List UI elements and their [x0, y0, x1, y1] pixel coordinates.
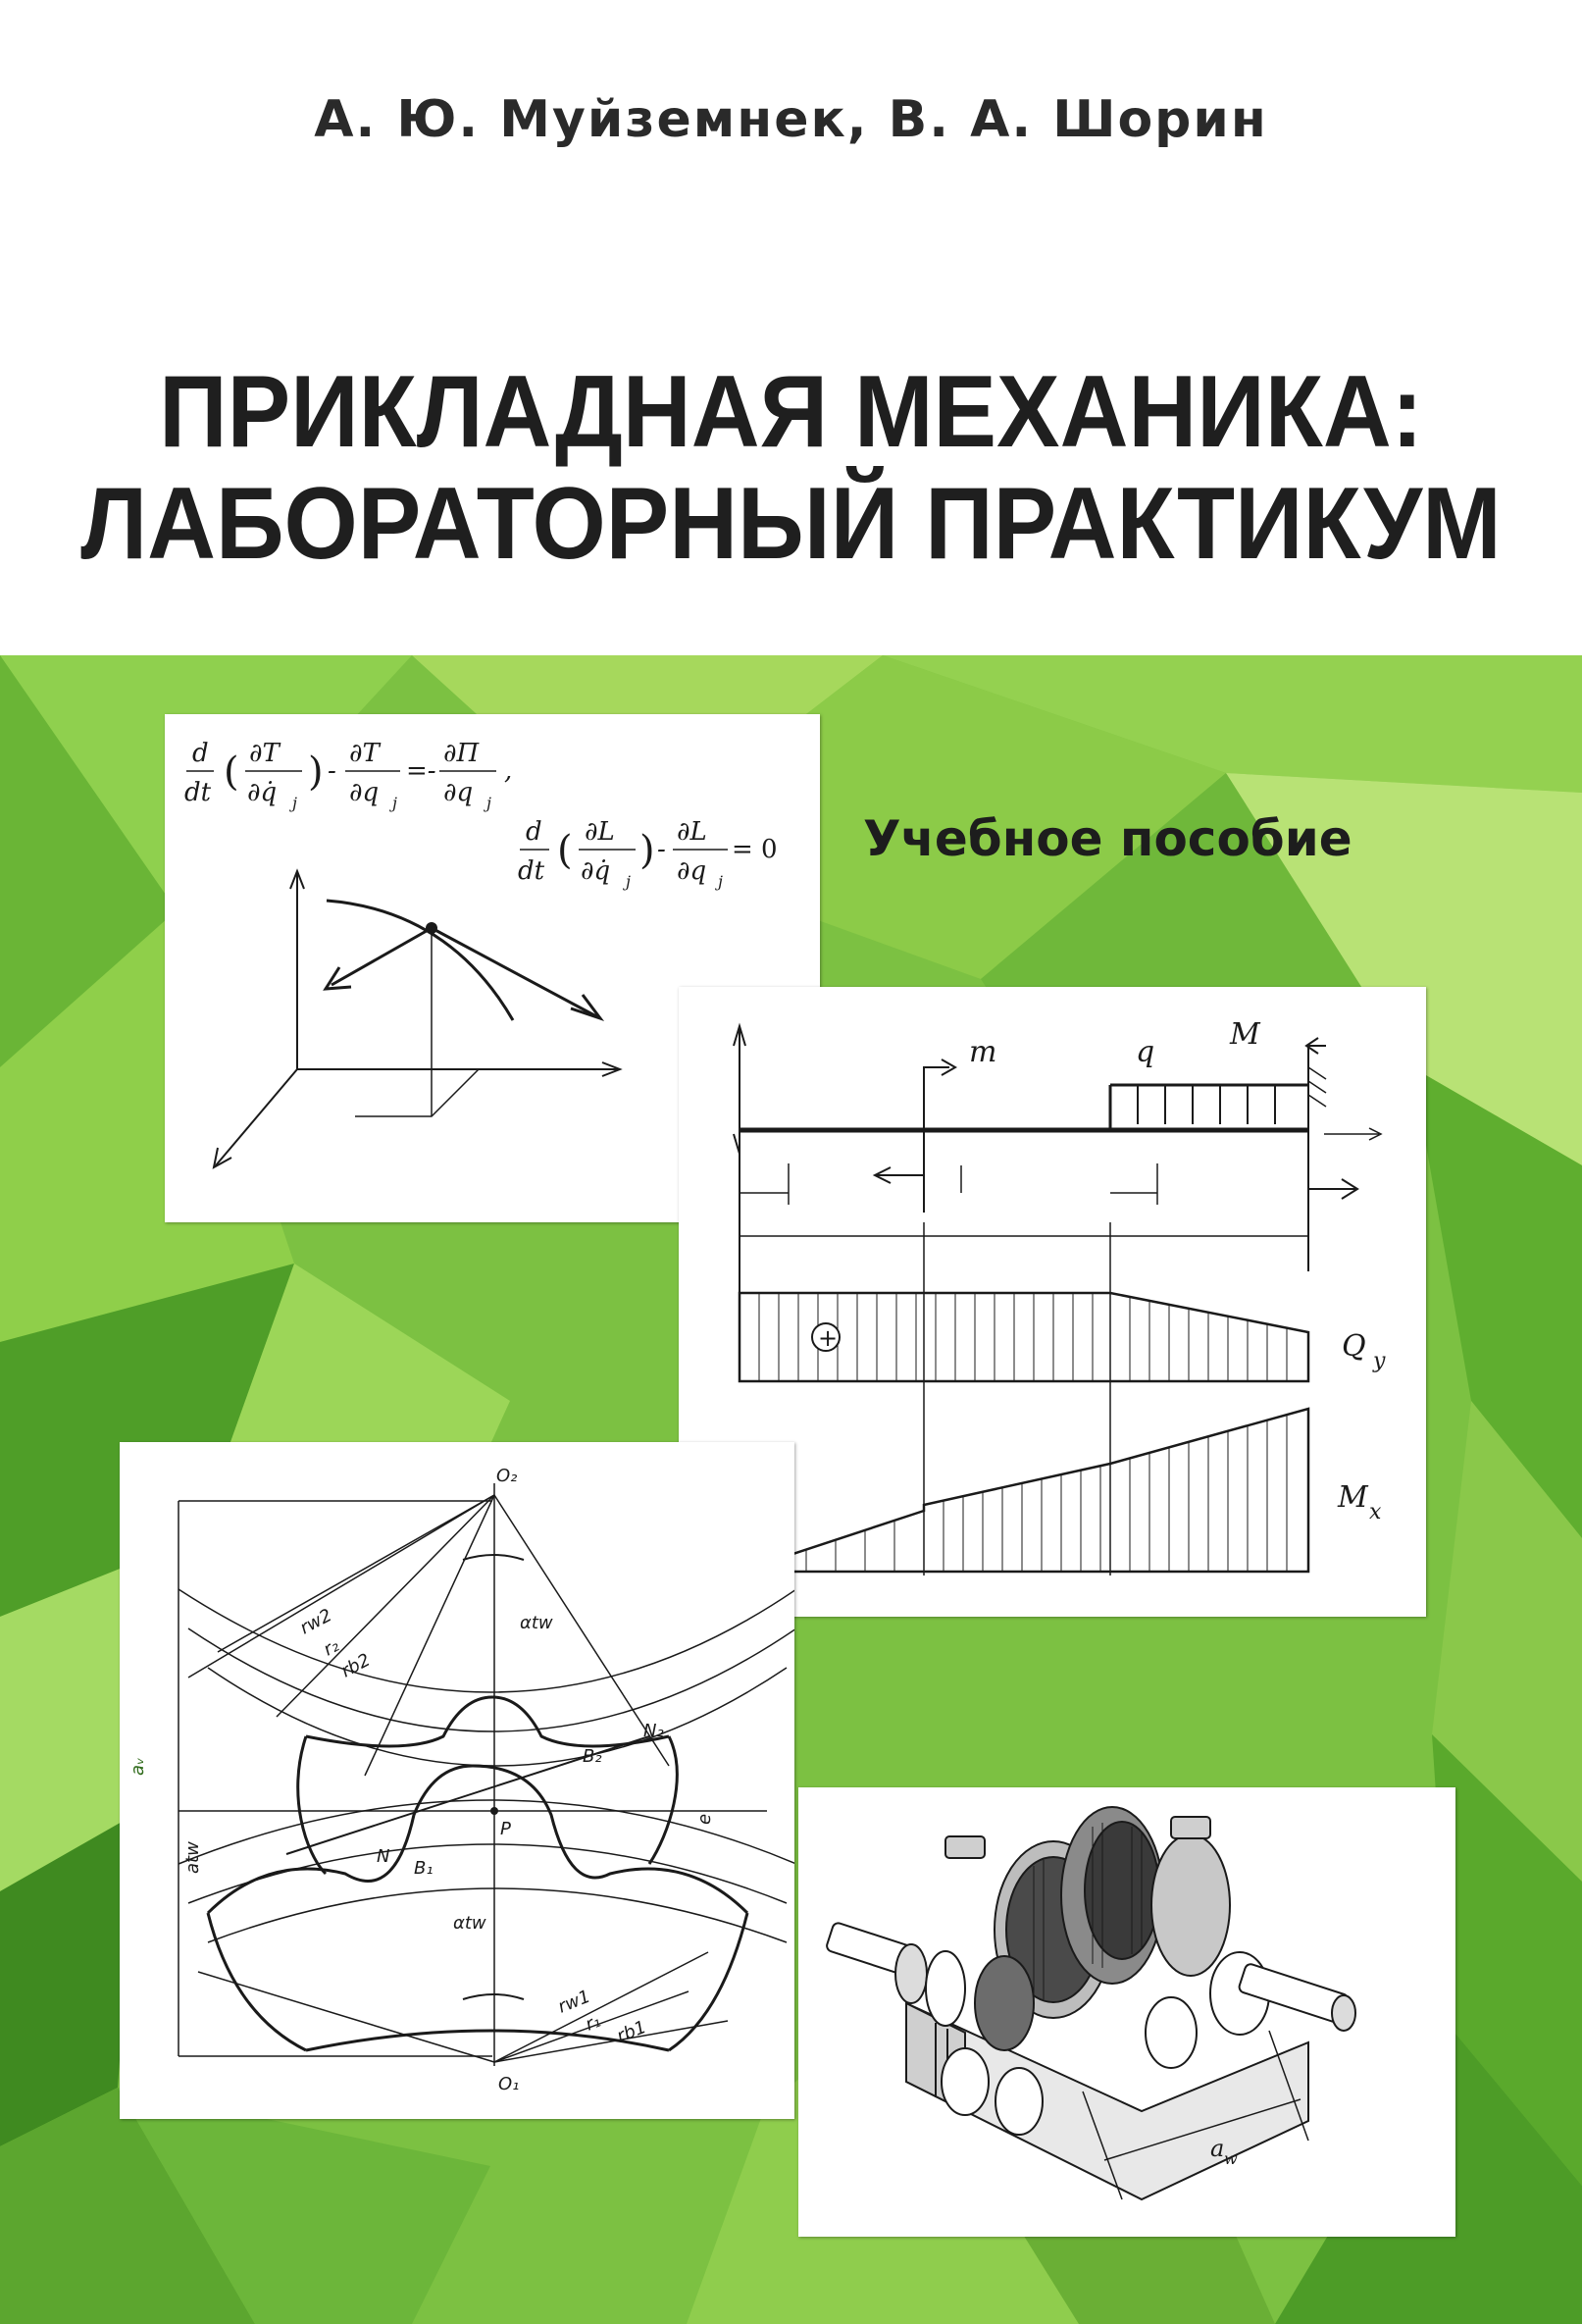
- label-aw: a: [1210, 2135, 1225, 2162]
- eq1-dT2: ∂T: [349, 739, 380, 768]
- label-r1: r₁: [583, 2010, 604, 2036]
- label-q: q: [1136, 1035, 1155, 1069]
- label-aw-sub: w: [1224, 2149, 1238, 2168]
- label-M: M: [1230, 1017, 1260, 1052]
- eq2-j2: j: [718, 872, 723, 891]
- label-P: P: [500, 1819, 511, 1839]
- eq2-dq: ∂q: [677, 856, 707, 886]
- axes-3d: [214, 871, 620, 1167]
- eq1-dq2: ∂q: [443, 778, 474, 807]
- authors: А. Ю. Муйземнек, В. А. Шорин: [314, 90, 1268, 149]
- label-m: m: [969, 1035, 997, 1069]
- eq1-dT: ∂T: [249, 739, 280, 768]
- svg-text:): ): [639, 828, 655, 873]
- label-Qy-sub: y: [1373, 1349, 1386, 1373]
- label-atw-left: atw: [182, 1841, 203, 1874]
- eq1-dq: ∂q: [349, 778, 380, 807]
- gearbox-panel: [798, 1787, 1455, 2237]
- svg-text:-: -: [657, 835, 666, 864]
- eq2-dqdot: ∂q̇: [581, 856, 611, 886]
- label-B2: B₂: [583, 1746, 602, 1767]
- eq1-dt: dt: [184, 778, 212, 807]
- gear-mesh-diagram: [120, 1442, 794, 2119]
- gear-mesh-panel: [120, 1442, 794, 2119]
- label-rw2: rw2: [296, 1605, 335, 1639]
- label-aw: aᵥ: [128, 1757, 148, 1776]
- eq1-j3: j: [486, 794, 491, 812]
- label-rw1: rw1: [555, 1986, 594, 2018]
- subtitle: Учебное пособие: [863, 810, 1352, 867]
- svg-text:): ): [308, 749, 324, 795]
- eq2-dL2: ∂L: [677, 817, 707, 847]
- svg-text:(: (: [224, 749, 239, 795]
- eq2-eq0: = 0: [732, 835, 778, 864]
- eq2-d: d: [526, 817, 542, 847]
- plus-sign: +: [818, 1324, 839, 1352]
- gearbox-illustration: [798, 1787, 1455, 2237]
- label-Mx: M: [1338, 1480, 1368, 1515]
- eq1-j: j: [292, 794, 297, 812]
- label-atw-mid: αtw: [453, 1913, 486, 1934]
- eq2-j: j: [626, 872, 631, 891]
- label-Mx-sub: x: [1369, 1500, 1382, 1524]
- eq2-dt: dt: [518, 856, 545, 886]
- label-r2: r₂: [320, 1635, 343, 1661]
- label-Qy: Q: [1342, 1329, 1366, 1364]
- eq2-dL: ∂L: [585, 817, 615, 847]
- label-N2: N₂: [643, 1721, 664, 1741]
- label-O1: O₁: [498, 2074, 520, 2094]
- title-line-2: ЛАБОРАТОРНЫЙ ПРАКТИКУМ: [80, 467, 1502, 581]
- eq1-comma: ,: [504, 756, 513, 786]
- label-O2: O₂: [496, 1466, 518, 1486]
- svg-text:(: (: [557, 828, 573, 873]
- label-B1: B₁: [414, 1858, 434, 1879]
- eq1-j2: j: [392, 794, 397, 812]
- eq1-dqdot: ∂q̇: [247, 778, 278, 807]
- eq1-minus: -: [328, 756, 336, 786]
- eq1-d: d: [192, 739, 209, 768]
- label-N: N: [377, 1846, 390, 1867]
- label-atw-top: αtw: [520, 1613, 553, 1633]
- label-e: e: [694, 1813, 715, 1825]
- eq1-eq: =-: [406, 756, 436, 786]
- title-line-1: ПРИКЛАДНАЯ МЕХАНИКА:: [159, 355, 1423, 469]
- label-rb1: rb1: [614, 2016, 649, 2047]
- eq1-dPi: ∂Π: [443, 739, 480, 768]
- label-rb2: rb2: [337, 1649, 375, 1682]
